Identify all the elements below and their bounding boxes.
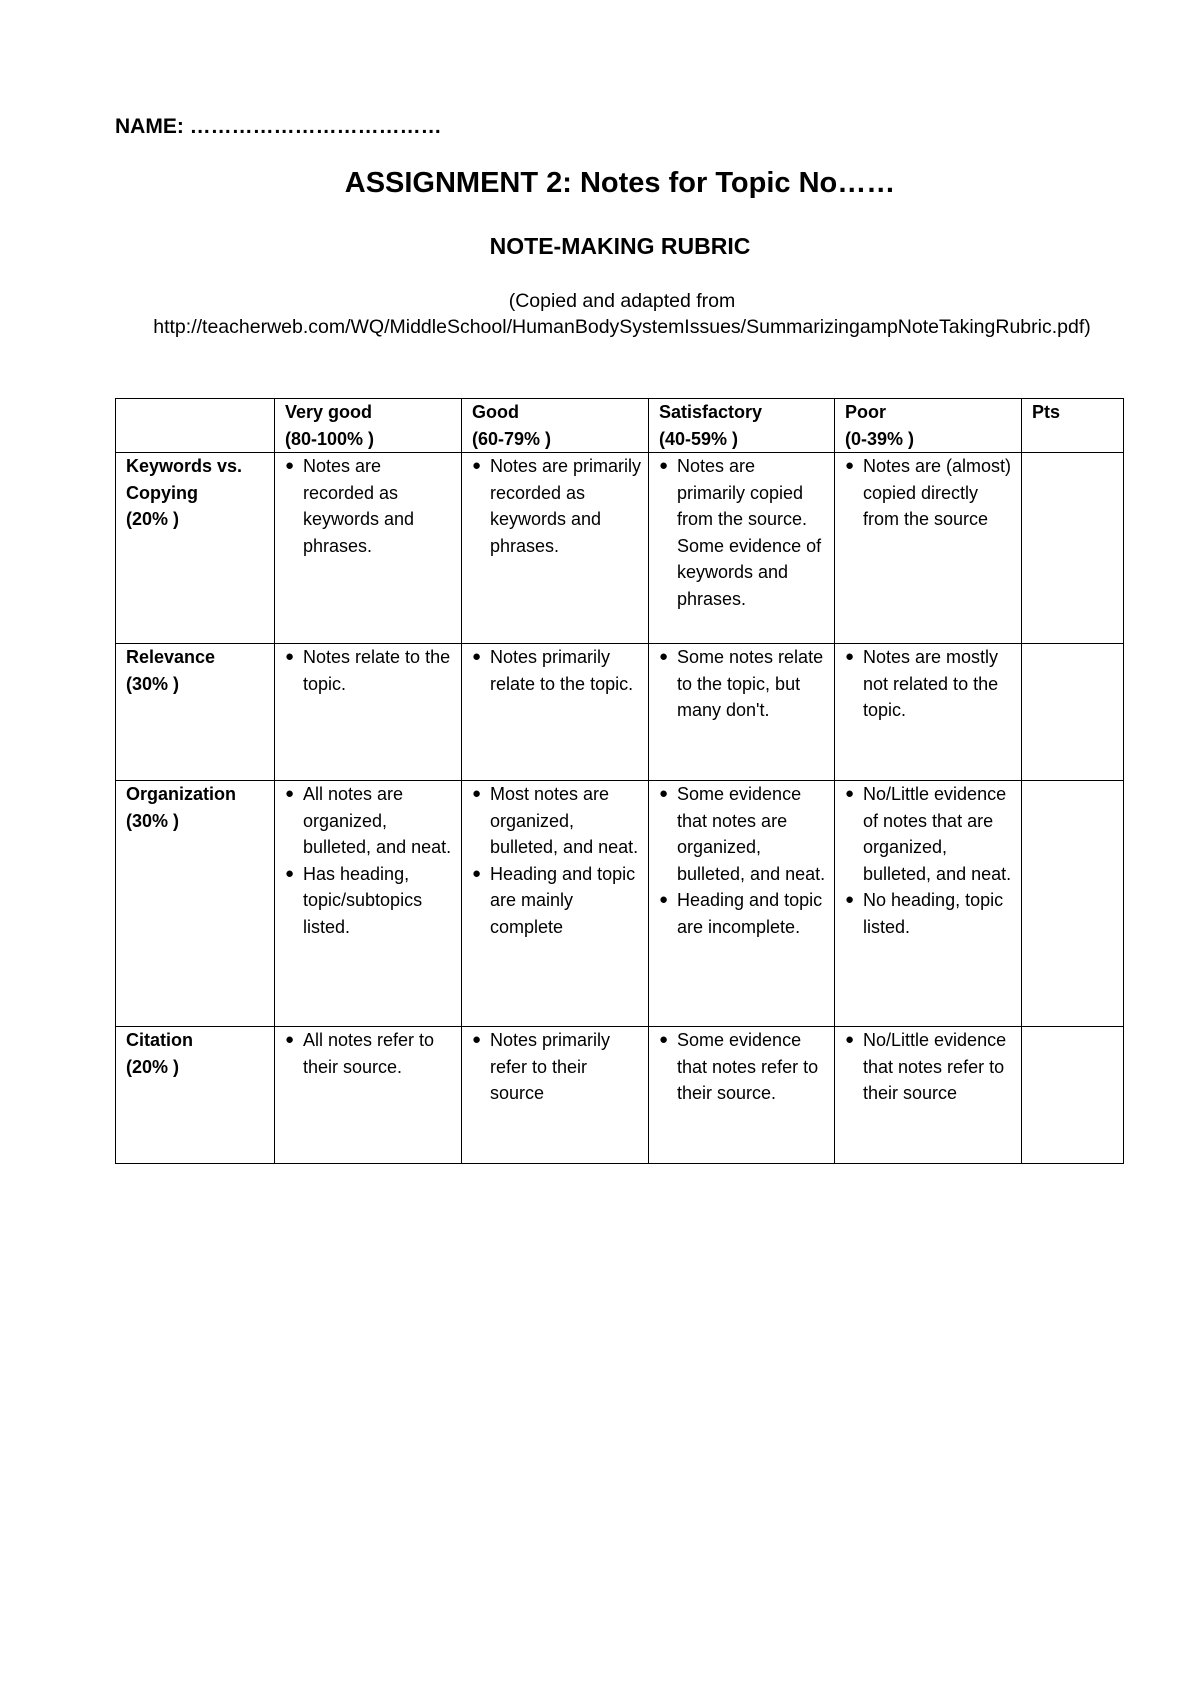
source-note — [112, 288, 1132, 340]
descriptor-cell — [649, 1027, 835, 1164]
source-prefix: (Copied and adapted from — [508, 290, 736, 312]
descriptor-cell — [275, 1027, 462, 1164]
points-cell[interactable] — [1022, 1027, 1124, 1164]
header-cell-points — [1022, 399, 1124, 453]
descriptor-item: ● Most notes are organized, bulleted, and neat. — [472, 781, 642, 861]
descriptor-cell — [462, 1027, 649, 1164]
descriptor-cell — [462, 781, 649, 1027]
descriptor-item: ● Heading and topic are incomplete. — [659, 887, 828, 940]
bullet-icon: ● — [659, 785, 669, 802]
header-range: (40-59% ) — [659, 428, 739, 449]
descriptor-item: ● Some notes relate to the topic, but many don't. — [659, 644, 828, 724]
criterion-name: Citation — [126, 1030, 193, 1050]
bullet-icon: ● — [472, 864, 482, 882]
bullet-icon: ● — [285, 648, 295, 665]
source-url: http://teacherweb.com/WQ/MiddleSchool/HumanBodySystemIssues/SummarizingampNoteTakingRubric.pdf) — [153, 316, 1091, 338]
header-range: (0-39% ) — [845, 428, 915, 449]
points-cell[interactable] — [1022, 781, 1124, 1027]
bullet-icon: ● — [285, 1031, 295, 1048]
header-label: Poor — [845, 402, 887, 422]
bullet-icon: ● — [285, 457, 295, 474]
bullet-icon: ● — [285, 785, 295, 802]
descriptor-cell — [275, 453, 462, 644]
bullet-icon: ● — [472, 785, 482, 802]
bullet-icon: ● — [845, 891, 855, 908]
descriptor-cell — [835, 453, 1022, 644]
criterion-weight: (20% ) — [126, 1056, 180, 1077]
rubric-row-organization — [116, 781, 1124, 1027]
bullet-icon: ● — [659, 648, 669, 665]
descriptor-item: ● No/Little evidence that notes refer to their source — [845, 1027, 1015, 1107]
criterion-name: Keywords vs. Copying — [126, 456, 243, 503]
criterion-name: Organization — [126, 784, 237, 804]
descriptor-item: ● Notes relate to the topic. — [285, 644, 455, 697]
bullet-icon: ● — [659, 891, 669, 908]
rubric-header-row — [116, 399, 1124, 453]
criterion-weight: (30% ) — [126, 810, 180, 831]
descriptor-cell — [649, 781, 835, 1027]
name-field-label: NAME: ……………………………… — [115, 115, 442, 138]
descriptor-item: ● Notes are (almost) copied directly from the source — [845, 453, 1015, 533]
descriptor-item: ● Notes are primarily recorded as keywords and phrases. — [472, 453, 642, 559]
header-range: (60-79% ) — [472, 428, 552, 449]
descriptor-item: ● Has heading, topic/subtopics listed. — [285, 861, 455, 941]
bullet-icon: ● — [472, 457, 482, 474]
descriptor-cell — [835, 644, 1022, 781]
header-cell-satisfactory — [649, 399, 835, 453]
bullet-icon: ● — [845, 785, 855, 802]
bullet-icon: ● — [472, 648, 482, 665]
criterion-cell — [116, 1027, 275, 1164]
criterion-weight: (20% ) — [126, 509, 180, 529]
descriptor-item: ● No/Little evidence of notes that are organized, bulleted, and neat. — [845, 781, 1015, 887]
rubric-row-keywords — [116, 453, 1124, 644]
bullet-icon: ● — [845, 457, 855, 474]
descriptor-cell — [275, 644, 462, 781]
descriptor-item: ● Some evidence that notes are organized, bulleted, and neat. — [659, 781, 828, 887]
descriptor-item: ● Notes primarily refer to their source — [472, 1027, 642, 1107]
descriptor-item: ● All notes are organized, bulleted, and neat. — [285, 781, 455, 861]
descriptor-cell — [275, 781, 462, 1027]
criterion-name: Relevance — [126, 647, 216, 667]
rubric-title: NOTE-MAKING RUBRIC — [489, 233, 751, 259]
descriptor-cell — [649, 453, 835, 644]
rubric-table — [115, 398, 1124, 1164]
header-cell-poor — [835, 399, 1022, 453]
bullet-icon: ● — [472, 1031, 482, 1048]
descriptor-item: ● Notes are recorded as keywords and phrases. — [285, 453, 455, 559]
descriptor-cell — [462, 453, 649, 644]
descriptor-cell — [835, 1027, 1022, 1164]
points-cell[interactable] — [1022, 453, 1124, 644]
criterion-cell — [116, 644, 275, 781]
header-cell-very-good — [275, 399, 462, 453]
header-range: (80-100% ) — [285, 428, 375, 449]
descriptor-cell — [649, 644, 835, 781]
points-cell[interactable] — [1022, 644, 1124, 781]
criterion-cell — [116, 781, 275, 1027]
descriptor-item: ● Notes primarily relate to the topic. — [472, 644, 642, 697]
header-label: Very good — [285, 402, 373, 422]
header-label: Pts — [1032, 402, 1061, 422]
header-cell-criterion — [116, 399, 275, 453]
assignment-title: ASSIGNMENT 2: Notes for Topic No…… — [344, 167, 896, 199]
descriptor-item: ● Notes are mostly not related to the topic. — [845, 644, 1015, 724]
rubric-row-citation — [116, 1027, 1124, 1164]
bullet-icon: ● — [659, 457, 669, 474]
descriptor-item: ● No heading, topic listed. — [845, 887, 1015, 940]
descriptor-item: ● Some evidence that notes refer to their source. — [659, 1027, 828, 1107]
bullet-icon: ● — [845, 1031, 855, 1048]
descriptor-cell — [462, 644, 649, 781]
descriptor-item: ● All notes refer to their source. — [285, 1027, 455, 1080]
rubric-row-relevance — [116, 644, 1124, 781]
bullet-icon: ● — [659, 1031, 669, 1048]
descriptor-item: ● Heading and topic are mainly complete — [472, 861, 642, 941]
criterion-weight: (30% ) — [126, 673, 180, 694]
header-label: Good — [472, 402, 519, 422]
bullet-icon: ● — [845, 648, 855, 665]
header-label: Satisfactory — [659, 402, 763, 422]
bullet-icon: ● — [285, 864, 295, 882]
header-cell-good — [462, 399, 649, 453]
criterion-cell — [116, 453, 275, 644]
descriptor-item: ● Notes are primarily copied from the source. Some evidence of keywords and phrases. — [659, 453, 828, 612]
descriptor-cell — [835, 781, 1022, 1027]
